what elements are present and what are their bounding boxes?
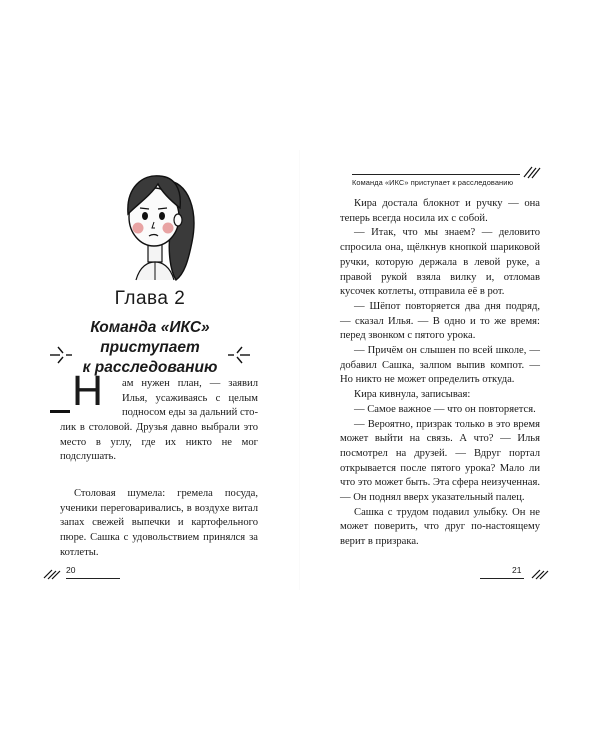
footer-rule — [66, 578, 120, 579]
page-number-left: 20 — [66, 565, 76, 575]
paragraph: Кира достала блокнот и ручку — она теперь всегда носила их с собой. — [340, 198, 540, 224]
footer-ornament-right-icon — [528, 566, 550, 580]
paragraph: — Шёпот повторяется два дня подряд, — сказал Илья. — В одно и то же время: перед звонком с пятого урока. — [340, 300, 540, 342]
paragraph: — Самое важное — что он повторяется. — [354, 403, 536, 415]
first-paragraph-head — [122, 377, 258, 421]
running-head-rule — [352, 174, 520, 175]
footer-rule — [480, 578, 524, 579]
second-paragraph — [60, 487, 258, 561]
chapter-title-line: Команда «ИКС» — [90, 319, 210, 336]
chapter-title-line: к расследованию — [82, 359, 218, 376]
text-line: ам нужен план, — заявил — [122, 378, 258, 389]
header-ornament-icon — [522, 163, 544, 179]
page-number-right: 21 — [512, 565, 522, 575]
running-head: Команда «ИКС» приступает к расследованию — [352, 178, 514, 187]
footer-ornament-left-icon — [42, 566, 64, 580]
paragraph: лик в столовой. Друзья давно выбрали это место в углу, где их никто не мог подслушать. — [60, 422, 258, 463]
text-line: Илья, усаживаясь с целым — [122, 392, 258, 404]
paragraph: — Вероятно, призрак только в это время может выйти на связь. А что? — Илья посмотрел на друзей. — Вдруг портал открывается после пятого урока? Мало ли что это может быть. Эта сфера неизученная. — Он поднял вверх указательный палец. — [340, 418, 540, 504]
chapter-title-line: приступает — [100, 339, 200, 356]
paragraph: Столовая шумела: гремела посуда, ученики переговаривались, в воздухе витал запах свежей выпечки и картофельного пюре. Сашка с удовольствием принялся за котлеты. — [60, 488, 258, 558]
paragraph: Кира кивнула, записывая: — [354, 389, 471, 401]
paragraph: — Причём он слышен по всей школе, — добавил Сашка, залпом выпив компот. — Но никто не может определить откуда. — [340, 345, 540, 386]
first-paragraph-rest — [60, 421, 258, 465]
paragraph: Сашка с трудом подавил улыбку. Он не может поверить, что друг по-настоящему верит в призрака. — [340, 506, 540, 548]
drop-cap: Н — [72, 367, 104, 415]
text-line: подносом еды за дальний сто- — [122, 407, 258, 419]
right-page-text — [340, 197, 540, 550]
chapter-label: Глава 2 — [114, 288, 186, 309]
gutter-shadow — [299, 150, 300, 590]
girl-illustration-icon — [110, 162, 210, 282]
paragraph: — Итак, что мы знаем? — деловито спросила она, щёлкнув кнопкой шариковой ручки, которую держала в левой руке, а правой рукой взяла вилку и, отломав кусочек котлеты, отправила её в рот. — [340, 227, 540, 298]
